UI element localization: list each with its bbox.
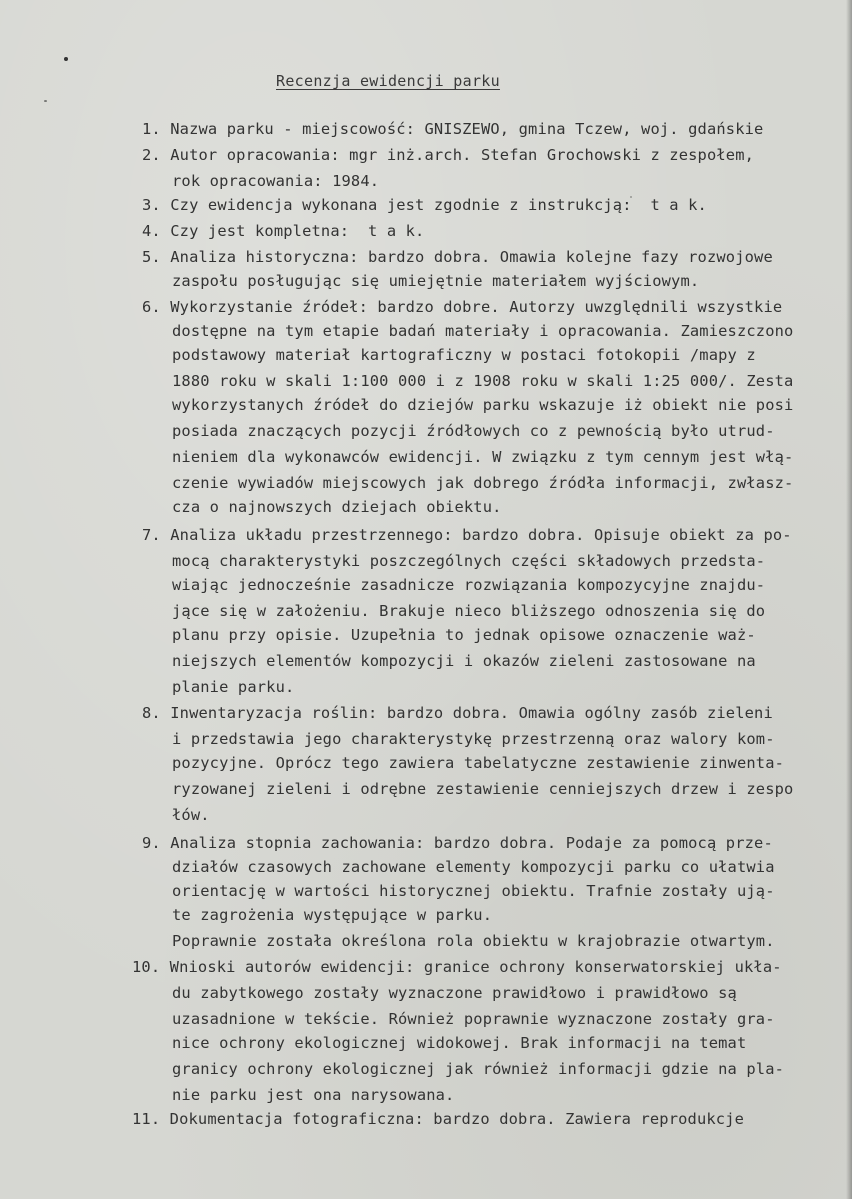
text-line: Poprawnie została określona rola obiektu w krajobrazie otwartym. xyxy=(172,932,775,950)
text-line: cza o najnowszych dziejach obiektu. xyxy=(172,498,502,516)
text-line: jące się w założeniu. Brakuje nieco bliższego odnoszenia się do xyxy=(172,602,766,620)
text-line: łów. xyxy=(172,806,210,824)
text-line: pozycyjne. Oprócz tego zawiera tabelatyczne zestawienie zinwenta- xyxy=(172,754,785,772)
text-line: dostępne na tym etapie badań materiały i opracowania. Zamieszczono xyxy=(172,322,794,340)
text-line: planu przy opisie. Uzupełnia to jednak opisowe oznaczenie waż- xyxy=(172,626,756,644)
text-line: ryzowanej zieleni i odrębne zestawienie cenniejszych drzew i zespo xyxy=(172,780,794,798)
text-line: 5. Analiza historyczna: bardzo dobra. Omawia kolejne fazy rozwojowe xyxy=(142,248,773,266)
text-line: uzasadnione w tekście. Również poprawnie wyznaczone zostały gra- xyxy=(172,1010,775,1028)
document-title: Recenzja ewidencji parku xyxy=(276,72,500,90)
text-line: 1880 roku w skali 1:100 000 i z 1908 roku w skali 1:25 000/. Zesta xyxy=(172,372,794,390)
text-line: 4. Czy jest kompletna: t a k. xyxy=(142,222,425,240)
text-line: 10. Wnioski autorów ewidencji: granice ochrony konserwatorskiej ukła- xyxy=(132,958,782,976)
text-line: 8. Inwentaryzacja roślin: bardzo dobra. Omawia ogólny zasób zieleni xyxy=(142,704,773,722)
text-line: zaspołu posługując się umiejętnie materiałem wyjściowym. xyxy=(172,272,700,290)
text-line: czenie wywiadów miejscowych jak dobrego źródła informacji, zwłasz- xyxy=(172,474,794,492)
text-line: rok opracowania: 1984. xyxy=(172,172,380,190)
text-line: 2. Autor opracowania: mgr inż.arch. Stefan Grochowski z zespołem, xyxy=(142,146,755,164)
text-line: posiada znaczących pozycji źródłowych co z pewnością było utrud- xyxy=(172,422,775,440)
text-line: 3. Czy ewidencja wykonana jest zgodnie z instrukcją: t a k. xyxy=(142,196,707,214)
text-line: mocą charakterystyki poszczególnych części składowych przedsta- xyxy=(172,552,766,570)
text-line: działów czasowych zachowane elementy kompozycji parku co ułatwia xyxy=(172,858,775,876)
text-line: i przedstawia jego charakterystykę przestrzenną oraz walory kom- xyxy=(172,730,775,748)
text-line: te zagrożenia występujące w parku. xyxy=(172,906,493,924)
text-line: nice ochrony ekologicznej widokowej. Brak informacji na temat xyxy=(172,1034,747,1052)
text-line: 9. Analiza stopnia zachowania: bardzo dobra. Podaje za pomocą prze- xyxy=(142,834,773,852)
text-line: 6. Wykorzystanie źródeł: bardzo dobre. Autorzy uwzględnili wszystkie xyxy=(142,298,783,316)
text-line: planie parku. xyxy=(172,678,295,696)
text-line: nie parku jest ona narysowana. xyxy=(172,1086,455,1104)
text-line: wiając jednocześnie zasadnicze rozwiązania kompozycyjne znajdu- xyxy=(172,576,766,594)
text-line: niejszych elementów kompozycji i okazów zieleni zastosowane na xyxy=(172,652,756,670)
text-line: granicy ochrony ekologicznej jak również informacji gdzie na pla- xyxy=(172,1060,785,1078)
text-line: du zabytkowego zostały wyznaczone prawidłowo i prawidłowo są xyxy=(172,984,737,1002)
text-line: 11. Dokumentacja fotograficzna: bardzo dobra. Zawiera reprodukcje xyxy=(132,1110,745,1128)
text-line: 1. Nazwa parku - miejscowość: GNISZEWO, gmina Tczew, woj. gdańskie xyxy=(142,120,764,138)
text-line: wykorzystanych źródeł do dziejów parku wskazuje iż obiekt nie posi xyxy=(172,396,794,414)
text-line: orientację w wartości historycznej obiektu. Trafnie zostały ują- xyxy=(172,882,775,900)
text-line: 7. Analiza układu przestrzennego: bardzo dobra. Opisuje obiekt za po- xyxy=(142,526,792,544)
text-line: podstawowy materiał kartograficzny w postaci fotokopii /mapy z xyxy=(172,346,756,364)
text-line: nieniem dla wykonawców ewidencji. W związku z tym cennym jest włą- xyxy=(172,448,794,466)
